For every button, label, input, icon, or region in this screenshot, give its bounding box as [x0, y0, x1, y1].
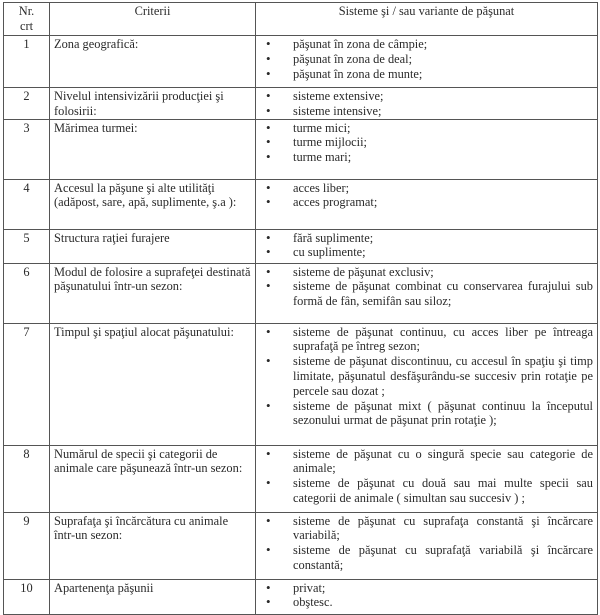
row-number: 5 [4, 229, 50, 263]
row-number: 4 [4, 179, 50, 229]
row-criterion: Mărimea turmei: [50, 119, 256, 179]
row-options [256, 512, 598, 579]
table-row [4, 445, 598, 512]
row-options [256, 179, 598, 229]
row-number: 1 [4, 36, 50, 88]
row-options [256, 36, 598, 88]
header-nr-crt [4, 3, 50, 36]
bullet-item: • sisteme intensive; [260, 104, 593, 119]
table-row [4, 36, 598, 88]
bullet-item: • turme mari; [260, 150, 593, 165]
table-row [4, 88, 598, 120]
row-options [256, 263, 598, 323]
row-criterion: Numărul de specii şi categorii de animale care păşunează într-un sezon: [50, 445, 256, 512]
bullet-item: • turme mici; [260, 121, 593, 136]
bullet-item: • păşunat în zona de deal; [260, 52, 593, 67]
table-row [4, 229, 598, 263]
row-number: 6 [4, 263, 50, 323]
row-number: 8 [4, 445, 50, 512]
bullet-item: • sisteme de păşunat cu o singură specie sau categorie de animale; [260, 447, 593, 477]
row-criterion: Timpul şi spaţiul alocat păşunatului: [50, 323, 256, 445]
bullet-item: • privat; [260, 581, 593, 596]
header-nr-line2: crt [19, 18, 34, 33]
header-systems: Sisteme şi / sau variante de păşunat [256, 3, 598, 36]
row-number: 9 [4, 512, 50, 579]
bullet-item: • sisteme de păşunat combinat cu conservarea furajului sub formă de fân, semifân sau siloz; [260, 279, 593, 309]
row-options [256, 119, 598, 179]
table-header-row [4, 3, 598, 36]
bullet-item: • sisteme de păşunat discontinuu, cu accesul în spaţiu şi timp limitate, păşunatul desfăşurându-se succesiv prin rotaţie pe percele sau dozat ; [260, 354, 593, 398]
grazing-systems-table [3, 2, 598, 615]
row-criterion: Structura raţiei furajere [50, 229, 256, 263]
table-row [4, 512, 598, 579]
header-criteria: Criterii [50, 3, 256, 36]
bullet-item: • obştesc. [260, 595, 593, 610]
row-number: 3 [4, 119, 50, 179]
bullet-item: • fără suplimente; [260, 231, 593, 246]
table-row [4, 119, 598, 179]
bullet-item: • sisteme de păşunat continuu, cu acces liber pe întreaga suprafaţă pe întreg sezon; [260, 325, 593, 355]
bullet-item: • sisteme de păşunat cu două sau mai multe specii sau categorii de animale ( simultan sau succesiv ) ; [260, 476, 593, 506]
table-row [4, 579, 598, 614]
row-options [256, 88, 598, 120]
row-options [256, 445, 598, 512]
bullet-item: • sisteme de păşunat cu suprafaţă variabilă şi încărcare constantă; [260, 543, 593, 573]
bullet-item: • păşunat în zona de munte; [260, 67, 593, 82]
bullet-item: • sisteme de păşunat mixt ( păşunat continuu la începutul sezonului urmat de păşunat prin rotaţie ); [260, 399, 593, 429]
row-criterion: Nivelul intensivizării producţiei şi folosirii: [50, 88, 256, 120]
bullet-item: • sisteme de păşunat exclusiv; [260, 265, 593, 280]
table-row [4, 323, 598, 445]
bullet-item: • cu suplimente; [260, 245, 593, 260]
row-criterion: Zona geografică: [50, 36, 256, 88]
table-row [4, 263, 598, 323]
row-options [256, 579, 598, 614]
header-nr-line1: Nr. [18, 4, 35, 18]
row-options [256, 323, 598, 445]
row-number: 10 [4, 579, 50, 614]
bullet-item: • acces programat; [260, 195, 593, 210]
bullet-item: • sisteme de păşunat cu suprafaţa constantă şi încărcare variabilă; [260, 514, 593, 544]
row-number: 2 [4, 88, 50, 120]
bullet-item: • turme mijlocii; [260, 135, 593, 150]
row-criterion: Modul de folosire a suprafeţei destinată păşunatului într-un sezon: [50, 263, 256, 323]
table-row [4, 179, 598, 229]
bullet-item: • păşunat în zona de câmpie; [260, 37, 593, 52]
row-criterion: Suprafaţa şi încărcătura cu animale într-un sezon: [50, 512, 256, 579]
row-criterion: Apartenenţa păşunii [50, 579, 256, 614]
row-options [256, 229, 598, 263]
row-number: 7 [4, 323, 50, 445]
bullet-item: • sisteme extensive; [260, 89, 593, 104]
row-criterion: Accesul la păşune şi alte utilităţi (adăpost, sare, apă, suplimente, ş.a ): [50, 179, 256, 229]
bullet-item: • acces liber; [260, 181, 593, 196]
